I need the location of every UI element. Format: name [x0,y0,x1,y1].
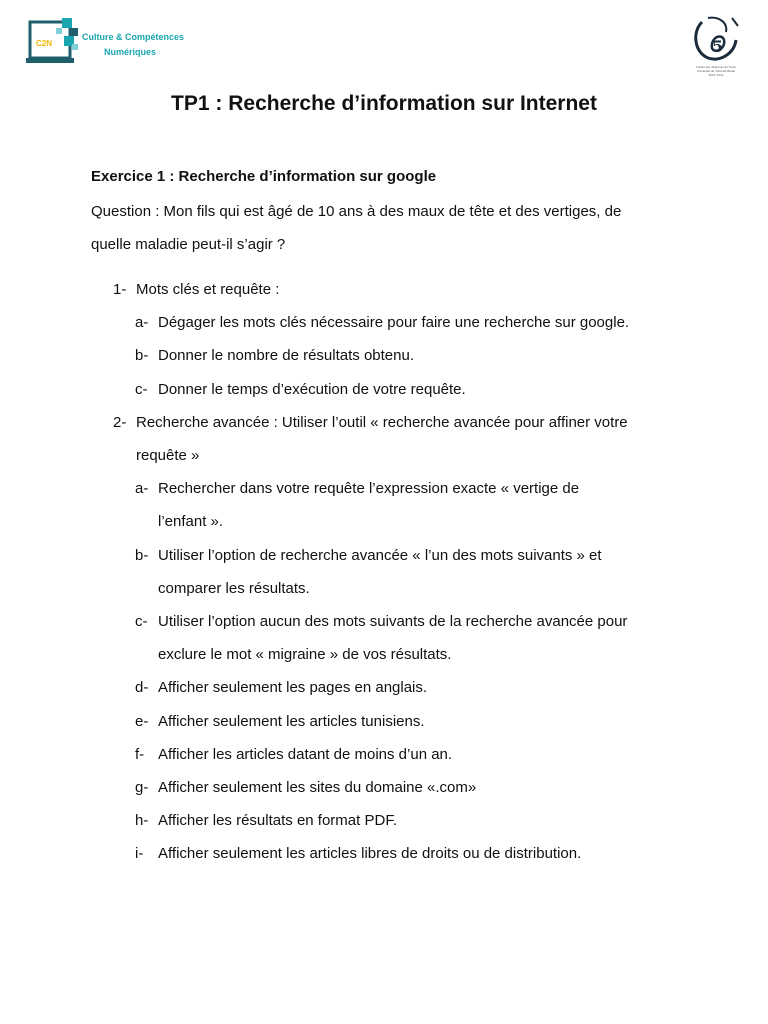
institution-seal [688,14,744,80]
sub-item-letter: c- [135,613,148,630]
question-line-2: quelle maladie peut-il s’agir ? [91,236,286,253]
sub-item-text: Donner le nombre de résultats obtenu. [158,347,414,364]
sub-item-text: Afficher seulement les articles tunisiens. [158,713,425,730]
seal-caption-2: Université de Tunis El Manar [696,69,736,73]
sub-item-text: Rechercher dans votre requête l’expression exacte « vertige de [158,480,580,497]
logo-title-line1: Culture & Compétences [82,32,185,42]
sub-item-text: Afficher seulement les sites du domaine «.com» [158,779,477,796]
sub-item-text: comparer les résultats. [158,580,310,597]
list-item-text: Mots clés et requête : [136,281,280,298]
sub-item-text: Utiliser l’option de recherche avancée « l’un des mots suivants » et [158,547,602,564]
svg-text:5: 5 [712,37,724,56]
sub-item-letter: i- [135,845,144,862]
sub-item-text: Afficher seulement les articles libres de droits ou de distribution. [158,845,582,862]
sub-item-text: Donner le temps d’exécution de votre requête. [158,381,466,398]
sub-item-letter: f- [135,746,145,763]
sub-item-text: l’enfant ». [158,513,224,530]
sub-item-letter: e- [135,713,149,730]
c2n-mark: C2N [36,39,53,48]
list-item-text: requête » [136,447,200,464]
sub-item-text: exclure le mot « migraine » de vos résultats. [158,646,452,663]
sub-item-text: Utiliser l’option aucun des mots suivants de la recherche avancée pour [158,613,628,630]
sub-item-letter: b- [135,347,149,364]
sub-item-text: Afficher les articles datant de moins d’un an. [158,746,453,763]
list-item-number: 2- [113,414,127,431]
sub-item-letter: a- [135,480,149,497]
list-item-number: 1- [113,281,127,298]
sub-item-letter: b- [135,547,149,564]
logo-title-line2: Numériques [104,47,157,57]
sub-item-text: Dégager les mots clés nécessaire pour faire une recherche sur google. [158,314,630,331]
sub-item-letter: h- [135,812,149,829]
list-item-text: Recherche avancée : Utiliser l’outil « recherche avancée pour affiner votre [136,414,628,431]
exercise-heading: Exercice 1 : Recherche d’information sur google [91,168,437,185]
question-line-1: Question : Mon fils qui est âgé de 10 ans à des maux de tête et des vertiges, de [91,203,622,220]
seal-caption-1: Institut des Sciences du Tunis [696,65,736,69]
page-title: TP1 : Recherche d’information sur Internet [171,92,597,115]
laptop-icon [26,16,176,72]
sub-item-text: Afficher les résultats en format PDF. [158,812,397,829]
c2n-logo [26,16,185,72]
seal-caption-3: ISSS Tunis [708,73,724,77]
sub-item-letter: g- [135,779,149,796]
sub-item-text: Afficher seulement les pages en anglais. [158,679,428,696]
sub-item-letter: a- [135,314,149,331]
seal-emblem-icon [688,14,744,64]
sub-item-letter: d- [135,679,149,696]
sub-item-letter: c- [135,381,148,398]
